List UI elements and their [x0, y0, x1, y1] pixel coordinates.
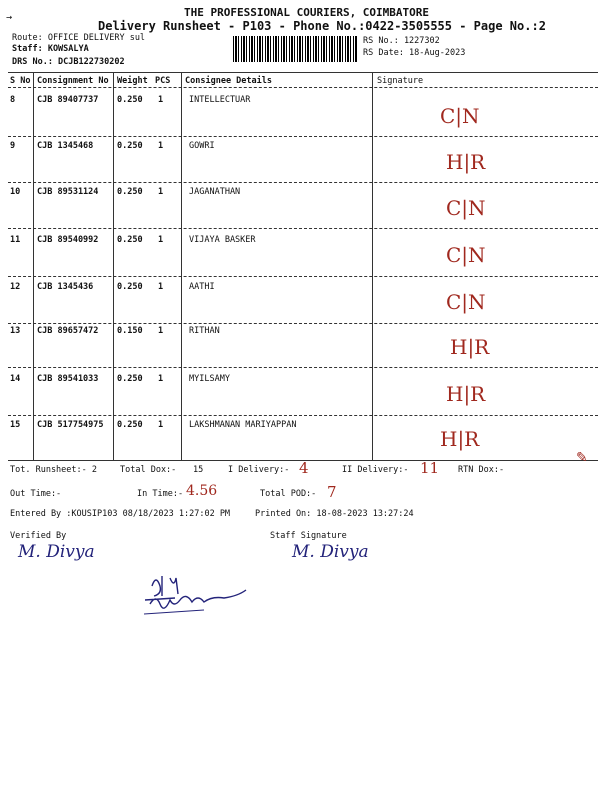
row-weight: 0.250 — [117, 420, 143, 430]
total-pod-label: Total POD:- — [260, 489, 317, 499]
row-weight: 0.250 — [117, 95, 143, 105]
route-label: Route: OFFICE DELIVERY sul — [12, 33, 146, 43]
row-weight: 0.150 — [117, 326, 143, 336]
col-divider — [113, 72, 114, 460]
row-separator — [8, 323, 598, 324]
row-consignment-no: CJB 89540992 — [37, 235, 99, 245]
row-sno: 11 — [10, 235, 21, 245]
row-consignee: INTELLECTUAR — [189, 95, 251, 105]
barcode — [233, 36, 358, 62]
runsheet-title: Delivery Runsheet - P103 - Phone No.:0422-3505555 - Page No.:2 — [98, 19, 546, 33]
col-divider — [181, 72, 182, 460]
row-sno: 9 — [10, 141, 16, 151]
row-consignment-no: CJB 1345436 — [37, 282, 94, 292]
printed-on: Printed On: 18-08-2023 13:27:24 — [255, 509, 414, 519]
verified-by-label: Verified By — [10, 531, 67, 541]
i-delivery-label: I Delivery:- — [228, 465, 290, 475]
drs-number: DRS No.: DCJB122730202 — [12, 57, 125, 67]
table-top-rule — [8, 72, 598, 73]
row-status-mark: C|N — [440, 104, 480, 128]
row-pcs: 1 — [158, 374, 164, 384]
row-weight: 0.250 — [117, 187, 143, 197]
col-header-sno: S No — [10, 76, 31, 86]
col-header-weight: Weight — [117, 76, 148, 86]
row-consignee: MYILSAMY — [189, 374, 230, 384]
row-consignee: RITHAN — [189, 326, 220, 336]
entered-by: Entered By :KOUSIP103 08/18/2023 1:27:02 PM — [10, 509, 231, 519]
row-sno: 12 — [10, 282, 21, 292]
col-header-pcs: PCS — [155, 76, 171, 86]
row-sno: 14 — [10, 374, 21, 384]
row-consignment-no: CJB 89531124 — [37, 187, 99, 197]
row-consignment-no: CJB 517754975 — [37, 420, 104, 430]
row-sno: 8 — [10, 95, 16, 105]
row-status-mark: H|R — [440, 427, 480, 451]
col-divider — [33, 72, 34, 460]
row-status-mark: C|N — [446, 196, 486, 220]
row-weight: 0.250 — [117, 141, 143, 151]
row-separator — [8, 136, 598, 137]
row-separator — [8, 182, 598, 183]
row-consignment-no: CJB 1345468 — [37, 141, 94, 151]
row-status-mark: C|N — [446, 290, 486, 314]
row-separator — [8, 367, 598, 368]
row-pcs: 1 — [158, 326, 164, 336]
row-separator — [8, 415, 598, 416]
i-delivery-value: 4 — [299, 459, 309, 477]
row-consignment-no: CJB 89657472 — [37, 326, 99, 336]
verifier-signature: M. Divya — [18, 542, 95, 562]
pencil-mark-icon: ✎ — [576, 450, 588, 466]
total-dox-value: 15 — [193, 465, 204, 475]
row-consignee: LAKSHMANAN MARIYAPPAN — [189, 420, 297, 430]
rs-number: RS No.: 1227302 — [363, 36, 440, 46]
row-weight: 0.250 — [117, 374, 143, 384]
row-sno: 13 — [10, 326, 21, 336]
row-separator — [8, 228, 598, 229]
row-consignee: AATHI — [189, 282, 215, 292]
tot-runsheet: Tot. Runsheet:- 2 — [10, 465, 97, 475]
row-separator — [8, 276, 598, 277]
table-header-rule — [8, 87, 598, 88]
row-consignee: JAGANATHAN — [189, 187, 241, 197]
ii-delivery-label: II Delivery:- — [342, 465, 409, 475]
total-pod-value: 7 — [327, 483, 337, 501]
staff-label: Staff: KOWSALYA — [12, 44, 89, 54]
row-consignment-no: CJB 89407737 — [37, 95, 99, 105]
rs-date: RS Date: 18-Aug-2023 — [363, 48, 466, 58]
col-header-signature: Signature — [377, 76, 424, 86]
row-weight: 0.250 — [117, 282, 143, 292]
row-pcs: 1 — [158, 235, 164, 245]
ii-delivery-value: 11 — [420, 459, 440, 477]
row-pcs: 1 — [158, 420, 164, 430]
out-time-label: Out Time:- — [10, 489, 62, 499]
company-name: THE PROFESSIONAL COURIERS, COIMBATORE — [184, 6, 430, 19]
row-pcs: 1 — [158, 141, 164, 151]
staff-signature: M. Divya — [292, 542, 369, 562]
row-pcs: 1 — [158, 282, 164, 292]
staff-signature-label: Staff Signature — [270, 531, 347, 541]
rtn-dox-label: RTN Dox:- — [458, 465, 505, 475]
row-consignee: VIJAYA BASKER — [189, 235, 256, 245]
corner-arrow-icon: → — [6, 12, 13, 23]
row-pcs: 1 — [158, 95, 164, 105]
row-weight: 0.250 — [117, 235, 143, 245]
row-sno: 10 — [10, 187, 21, 197]
col-header-consignee: Consignee Details — [185, 76, 272, 86]
in-time-label: In Time:- — [137, 489, 184, 499]
row-sno: 15 — [10, 420, 21, 430]
col-divider — [372, 72, 373, 460]
row-status-mark: H|R — [446, 150, 486, 174]
row-status-mark: C|N — [446, 243, 486, 267]
row-pcs: 1 — [158, 187, 164, 197]
col-header-consignment: Consignment No — [37, 76, 109, 86]
supervisor-signature — [140, 570, 280, 620]
total-dox-label: Total Dox:- — [120, 465, 177, 475]
in-time-value: 4.56 — [186, 483, 218, 499]
row-status-mark: H|R — [446, 382, 486, 406]
row-consignment-no: CJB 89541033 — [37, 374, 99, 384]
row-consignee: GOWRI — [189, 141, 215, 151]
row-status-mark: H|R — [450, 335, 490, 359]
